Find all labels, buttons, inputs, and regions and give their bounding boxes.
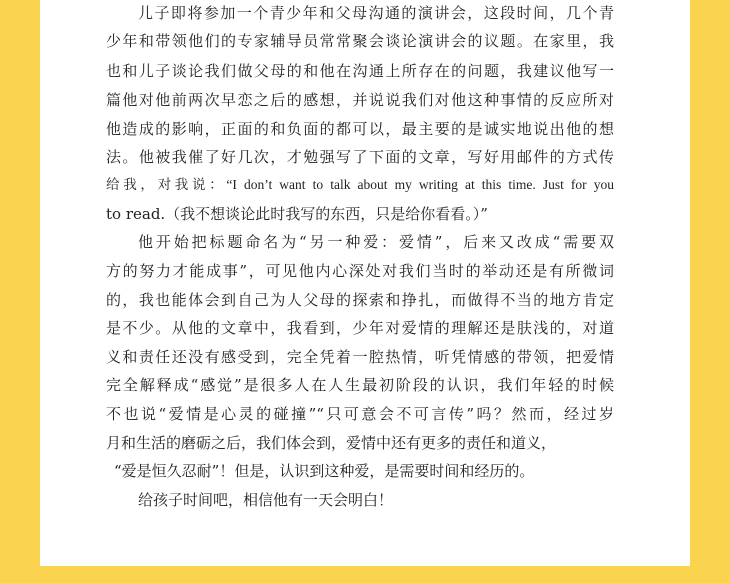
text-line: 他造成的影响，正面的和负面的都可以，最主要的是诚实地说出他的想 [106, 120, 614, 138]
text-line: 也和儿子谈论我们做父母的和他在沟通上所存在的问题，我建议他写一 [106, 62, 614, 80]
text-line: 少年和带领他们的专家辅导员常常聚会谈论演讲会的议题。在家里，我 [106, 32, 614, 50]
text-line: 义和责任还没有感受到，完全凭着一腔热情，听凭情感的带领，把爱情 [106, 348, 614, 366]
text-line: 月和生活的磨砺之后，我们体会到，爱情中还有更多的责任和道义， [106, 434, 557, 452]
text-line: 他开始把标题命名为“另一种爱：爱情”，后来又改成“需要双 [138, 233, 614, 251]
text-line: 方的努力才能成事”，可见他内心深处对我们当时的举动还是有所微词 [106, 262, 614, 280]
text-line: 法。他被我催了好几次，才勉强写了下面的文章，写好用邮件的方式传 [106, 148, 614, 166]
text-line: 给我，对我说：“I don’t want to talk about my writing at this time. Just for you [106, 177, 614, 192]
text-line: 完全解释成“感觉”是很多人在人生最初阶段的认识，我们年轻的时候 [106, 376, 614, 394]
document-page [40, 0, 690, 566]
text-line: to read.（我不想谈论此时我写的东西，只是给你看看。）” [106, 205, 488, 223]
text-line: 儿子即将参加一个青少年和父母沟通的演讲会，这段时间，几个青 [138, 4, 614, 22]
text-line: 不也说“爱情是心灵的碰撞”“只可意会不可言传”吗？然而，经过岁 [106, 405, 614, 423]
text-line: 是不少。从他的文章中，我看到，少年对爱情的理解还是肤浅的，对道 [106, 319, 614, 337]
text-line: 给孩子时间吧，相信他有一天会明白！ [138, 491, 394, 509]
text-line: 篇他对他前两次早恋之后的感想，并说说我们对他这种事情的反应所对 [106, 91, 614, 109]
text-line: “爱是恒久忍耐”！但是，认识到这种爱，是需要时间和经历的。 [114, 462, 535, 480]
text-line: 的，我也能体会到自己为人父母的探索和挣扎，而做得不当的地方肯定 [106, 291, 614, 309]
